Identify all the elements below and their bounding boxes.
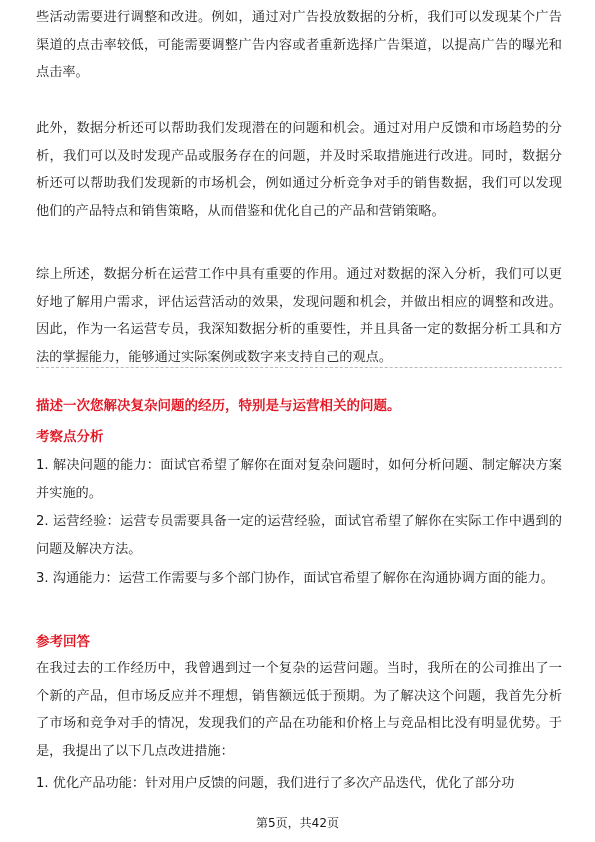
question-title: 描述一次您解决复杂问题的经历，特别是与运营相关的问题。 [36, 398, 401, 414]
reference-heading: 参考回答 [36, 634, 90, 650]
analysis-item-3: 3. 沟通能力：运营工作需要与多个部门协作，面试官希望了解你在沟通协调方面的能力。 [36, 571, 554, 586]
analysis-item-1: 1. 解决问题的能力：面试官希望了解你在面对复杂问题时，如何分析问题、制定解决方案并实施的。 [36, 458, 562, 501]
body-paragraph-3: 综上所述，数据分析在运营工作中具有重要的作用。通过对数据的深入分析，我们可以更好地了解用户需求，评估运营活动的效果，发现问题和机会，并做出相应的调整和改进。因此，作为一名运营专员，我深知数据分析的重要性，并且具备一定的数据分析工具和方法的掌握能力，能够通过实际案例或数字来支持自己的观点。 [36, 267, 562, 365]
reference-answer: 在我过去的工作经历中，我曾遇到过一个复杂的运营问题。当时，我所在的公司推出了一个新的产品，但市场反应并不理想，销售额远低于预期。为了解决这个问题，我首先分析了市场和竞争对手的情况，发现我们的产品在功能和价格上与竞品相比没有明显优势。于是，我提出了以下几点改进措施： [36, 661, 562, 759]
section-divider [36, 367, 562, 368]
reference-item-1: 1. 优化产品功能：针对用户反馈的问题，我们进行了多次产品迭代，优化了部分功 [36, 776, 515, 791]
body-paragraph-2: 此外，数据分析还可以帮助我们发现潜在的问题和机会。通过对用户反馈和市场趋势的分析，我们可以及时发现产品或服务存在的问题，并及时采取措施进行改进。同时，数据分析还可以帮助我们发现新的市场机会，例如通过分析竞争对手的销售数据，我们可以发现他们的产品特点和销售策略，从而借鉴和优化自己的产品和营销策略。 [36, 121, 562, 219]
page-number: 第5页，共42页 [256, 816, 339, 830]
analysis-heading: 考察点分析 [36, 429, 104, 445]
analysis-item-2: 2. 运营经验：运营专员需要具备一定的运营经验，面试官希望了解你在实际工作中遇到的问题及解决方法。 [36, 514, 562, 557]
body-paragraph-1: 些活动需要进行调整和改进。例如，通过对广告投放数据的分析，我们可以发现某个广告渠道的点击率较低，可能需要调整广告内容或者重新选择广告渠道，以提高广告的曝光和点击率。 [36, 10, 562, 80]
